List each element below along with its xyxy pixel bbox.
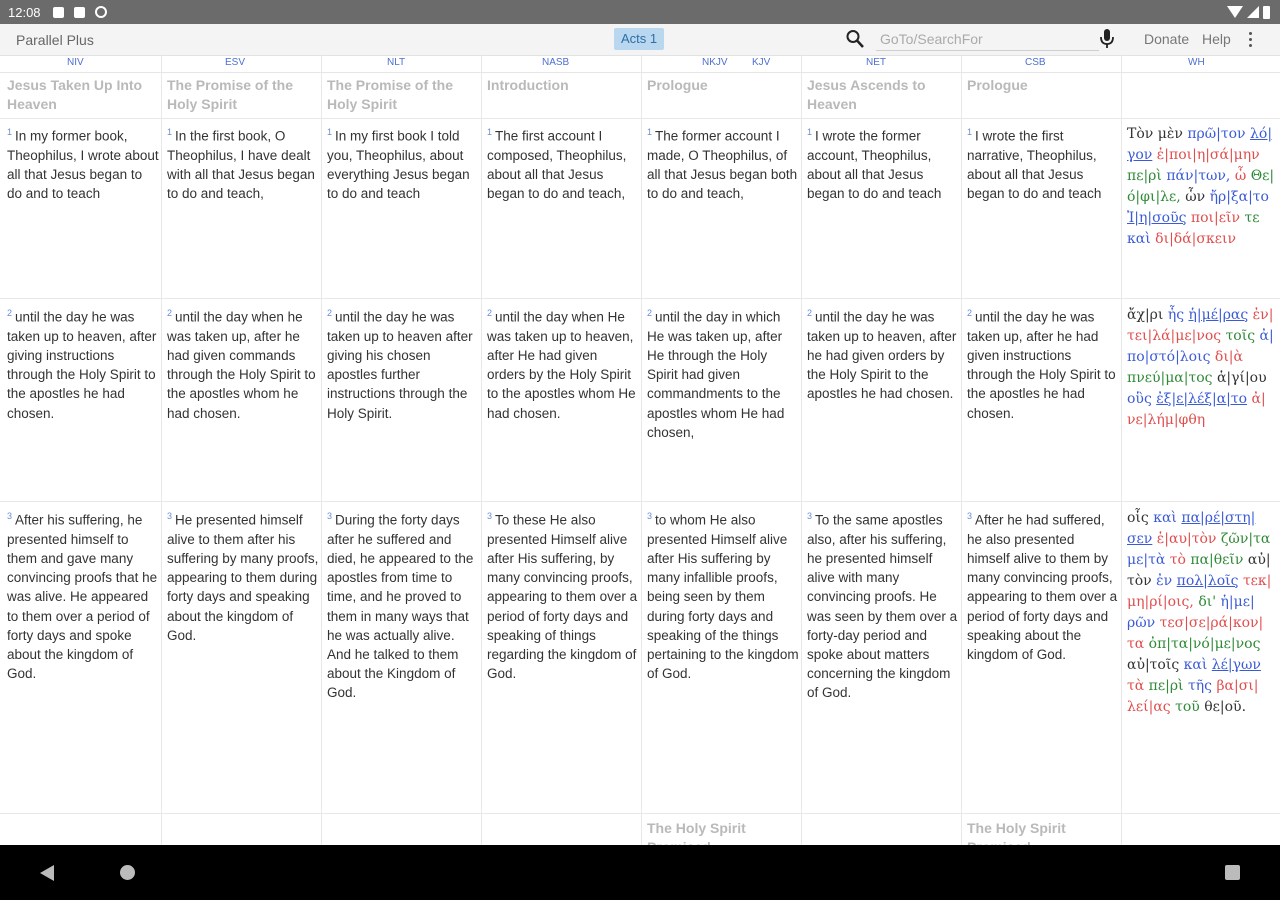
status-time: 12:08 (8, 4, 41, 20)
greek-word[interactable]: τὰ (1127, 678, 1145, 694)
column-divider (801, 55, 802, 845)
verse-cell[interactable]: $^1$ In my former book, Theophilus, I wrote about all that Jesus began to do and to teach (7, 127, 159, 202)
greek-word[interactable]: ἀ|νε|λήμ|φθη (1127, 391, 1266, 428)
greek-word[interactable]: καὶ (1183, 657, 1208, 673)
version-selector-kjv[interactable]: KJV (752, 57, 771, 68)
greek-word[interactable]: ὦ (1234, 168, 1247, 184)
greek-word[interactable]: ἡ|μέ|ρας (1188, 307, 1249, 323)
verse-cell[interactable]: $^2$ until the day when he was taken up, after he had given commands through the Holy Spirit to the apostles whom he had chosen. (167, 308, 316, 421)
column-divider (641, 55, 642, 845)
greek-word[interactable]: λό|γον (1127, 126, 1273, 163)
greek-word[interactable]: ἐξ|ε|λέξ|α|το (1156, 391, 1248, 407)
greek-word[interactable]: τὸ (1169, 552, 1186, 568)
search-icon[interactable] (846, 29, 864, 49)
sync-icon (95, 6, 107, 18)
version-selector-wh[interactable]: WH (1188, 57, 1205, 68)
home-icon[interactable] (120, 865, 135, 880)
greek-word[interactable]: ὀπ|τα|νό|με|νος (1148, 636, 1261, 652)
section-heading-nasb: Introduction (487, 77, 569, 93)
greek-word[interactable]: ἧς (1167, 307, 1185, 323)
status-bar (0, 0, 1280, 24)
greek-word[interactable]: με|τὰ (1127, 552, 1166, 568)
greek-verse-cell[interactable] (1127, 508, 1277, 718)
greek-word[interactable]: ἡ|με|ρῶν (1127, 594, 1255, 631)
version-selector-net[interactable]: NET (866, 57, 886, 68)
greek-word[interactable]: τεκ|μη|ρί|οις, (1127, 573, 1272, 610)
verse-cell[interactable]: $^2$ until the day when He was taken up to heaven, after He had given orders by the Holy Spirit to the apostles whom He had chosen. (487, 308, 636, 421)
row-divider (0, 298, 1280, 299)
notification-icon (53, 7, 64, 18)
version-selector-nlt[interactable]: NLT (387, 57, 406, 68)
greek-word[interactable]: ἐν|τει|λά|με|νος (1127, 307, 1274, 344)
verse-cell[interactable]: $^3$ To these He also presented Himself alive after His suffering, by many convincing proofs, appearing to them over a period of forty days and speaking of things regarding the kingdom of God. (487, 511, 638, 682)
parallel-grid (0, 55, 1280, 845)
search-input[interactable] (876, 28, 1099, 51)
app-bar (0, 24, 1280, 56)
greek-word[interactable]: δι|δά|σκειν (1155, 231, 1236, 247)
verse-cell[interactable]: $^3$ He presented himself alive to them after his suffering by many proofs, appearing to them during forty days and speaking about the kingdom of God. (167, 511, 319, 643)
section-heading-csb: Prologue (967, 77, 1028, 93)
row-divider (0, 813, 1280, 814)
section-heading-niv: Jesus Taken Up Into Heaven (7, 77, 143, 112)
battery-icon (1263, 6, 1270, 19)
greek-word[interactable]: οἷς (1127, 510, 1149, 526)
verse-cell[interactable]: $^2$ until the day he was taken up to heaven, after he had given orders by the Holy Spirit to the apostles he had chosen. (807, 308, 957, 402)
section-heading-nlt: The Promise of the Holy Spirit (327, 77, 454, 112)
greek-word[interactable]: πε|ρὶ (1127, 168, 1162, 184)
greek-word[interactable]: πρῶ|τον (1187, 126, 1246, 142)
greek-word[interactable]: ἐ|ποι|η|σά|μην (1156, 147, 1260, 163)
verse-cell[interactable]: $^1$ In the first book, O Theophilus, I have dealt with all that Jesus began to do and teach, (167, 127, 315, 202)
donate-button[interactable]: Donate (1144, 31, 1190, 47)
verse-cell[interactable]: $^1$ In my first book I told you, Theophilus, about everything Jesus began to do and teach (327, 127, 470, 202)
greek-word[interactable]: πε|ρὶ (1148, 678, 1184, 694)
greek-word[interactable]: δι|ὰ (1214, 349, 1243, 365)
greek-word[interactable]: αὐ|τὸν (1127, 552, 1271, 589)
more-vert-icon[interactable] (1244, 31, 1256, 49)
greek-word[interactable]: οὓς (1127, 391, 1152, 407)
greek-word[interactable]: πολ|λοῖς (1176, 573, 1239, 589)
verse-cell[interactable]: $^3$ To the same apostles also, after his suffering, he presented himself alive with many convincing proofs. He was seen by them over a forty-day period and spoke about matters concerning the kingdom of God. (807, 511, 958, 701)
greek-verse-cell[interactable] (1127, 124, 1277, 250)
row-divider (0, 118, 1280, 119)
greek-word[interactable]: πα|θεῖν (1190, 552, 1244, 568)
greek-word[interactable]: τεσ|σε|ρά|κον|τα (1127, 615, 1264, 652)
back-icon[interactable] (40, 865, 54, 881)
greek-word[interactable]: πνεύ|μα|τος (1127, 370, 1213, 386)
chapter-button[interactable]: Acts 1 (614, 28, 664, 50)
section-heading-esv: The Promise of the Holy Spirit (167, 77, 294, 112)
sd-card-icon (74, 7, 85, 18)
verse-cell[interactable]: $^1$ The first account I composed, Theophilus, about all that Jesus began to do and teach, (487, 127, 627, 202)
greek-word[interactable]: Ἰ|η|σοῦς (1127, 210, 1187, 226)
verse-cell[interactable]: $^3$ After his suffering, he presented himself to them and gave many convincing proofs that he was alive. He appeared to them over a period of forty days and spoke about the kingdom of God. (7, 511, 158, 682)
greek-word[interactable]: δι' (1198, 594, 1217, 610)
greek-word[interactable]: καὶ (1127, 231, 1151, 247)
greek-word[interactable]: ζῶν|τα (1220, 531, 1271, 547)
greek-word[interactable]: βα|σι|λεί|ας (1127, 678, 1259, 715)
version-header-row (0, 55, 1280, 73)
greek-word[interactable]: λέ|γων (1211, 657, 1261, 673)
version-selector-csb[interactable]: CSB (1025, 57, 1046, 68)
verse-cell[interactable]: $^2$ until the day in which He was taken up, after He through the Holy Spirit had given commandments to the apostles whom He had chosen, (647, 308, 785, 440)
column-divider (961, 55, 962, 845)
version-selector-esv[interactable]: ESV (225, 57, 246, 68)
verse-cell[interactable]: $^1$ I wrote the former account, Theophilus, about all that Jesus began to do and teach (807, 127, 942, 202)
greek-word[interactable]: Θε|ό|φι|λε, (1127, 168, 1275, 205)
verse-cell[interactable]: $^1$ I wrote the first narrative, Theophilus, about all that Jesus began to do and teach (967, 127, 1102, 202)
system-nav-bar (0, 845, 1280, 900)
recents-icon[interactable] (1225, 865, 1240, 880)
greek-word[interactable]: τε (1244, 210, 1260, 226)
greek-word[interactable]: ποι|εῖν (1190, 210, 1240, 226)
section-heading-csb-next: The Holy Spirit (967, 820, 1066, 836)
greek-word[interactable]: ἀ|πο|στό|λοις (1127, 328, 1274, 365)
signal-icon (1247, 6, 1259, 18)
greek-word[interactable]: θε|οῦ. (1204, 699, 1247, 715)
verse-cell[interactable]: $^1$ The former account I made, O Theophilus, of all that Jesus began both to do and teach, (647, 127, 798, 202)
greek-word[interactable]: τοῦ (1175, 699, 1200, 715)
greek-word[interactable]: ἁ|γί|ου (1216, 370, 1267, 386)
greek-word[interactable]: Τὸν μὲν (1127, 126, 1183, 142)
greek-word[interactable]: τοῖς (1225, 328, 1256, 344)
section-heading-nkjv-next: The Holy Spirit (647, 820, 746, 836)
verse-cell[interactable]: $^3$ to whom He also presented Himself alive after His suffering by many infallible proofs, being seen by them during forty days and speaking of the things pertaining to the kingdom of God. (647, 511, 799, 682)
verse-cell[interactable]: $^3$ During the forty days after he suffered and died, he appeared to the apostles from time to time, and he proved to them in many ways that he was actually alive. And he talked to them about the Kingdom of God. (327, 511, 474, 701)
column-divider (321, 55, 322, 845)
version-selector-niv[interactable]: NIV (67, 57, 84, 68)
help-button[interactable]: Help (1202, 31, 1231, 47)
verse-cell[interactable]: $^3$ After he had suffered, he also presented himself alive to them by many convincing proofs, appearing to them over a period of forty days and speaking about the kingdom of God. (967, 511, 1118, 662)
greek-word[interactable]: τῆς (1188, 678, 1212, 694)
verse-cell[interactable]: $^2$ until the day he was taken up, after he had given instructions through the Holy Spirit to the apostles he had chosen. (967, 308, 1116, 421)
greek-word[interactable]: ἑ|αυ|τὸν (1156, 531, 1217, 547)
verse-cell[interactable]: $^2$ until the day he was taken up to heaven, after giving instructions through the Holy Spirit to the apostles he had chosen. (7, 308, 157, 421)
greek-word[interactable]: πα|ρέ|στη|σεν (1127, 510, 1256, 547)
wifi-icon (1227, 6, 1243, 18)
greek-word[interactable]: ἤρ|ξα|το (1209, 189, 1269, 205)
app-title: Parallel Plus (16, 31, 94, 48)
section-heading-nkjv: Prologue (647, 77, 708, 93)
version-selector-nasb[interactable]: NASB (542, 57, 570, 68)
greek-word[interactable]: καὶ (1153, 510, 1177, 526)
row-divider (0, 501, 1280, 502)
greek-word[interactable]: πάν|των, (1166, 168, 1231, 184)
greek-word[interactable]: ὧν (1185, 189, 1206, 205)
greek-word[interactable]: ἐν (1156, 573, 1173, 589)
section-heading-net: Jesus Ascends to Heaven (807, 77, 926, 112)
mic-icon[interactable] (1099, 28, 1115, 50)
column-divider (161, 55, 162, 845)
column-divider (481, 55, 482, 845)
verse-cell[interactable]: $^2$ until the day he was taken up to heaven after giving his chosen apostles further instructions through the Holy Spirit. (327, 308, 473, 421)
greek-verse-cell[interactable] (1127, 305, 1277, 431)
greek-word[interactable]: ἄχ|ρι (1127, 307, 1164, 323)
version-selector-nkjv[interactable]: NKJV (702, 57, 728, 68)
greek-word[interactable]: αὐ|τοῖς (1127, 657, 1180, 673)
column-divider (1121, 55, 1122, 845)
